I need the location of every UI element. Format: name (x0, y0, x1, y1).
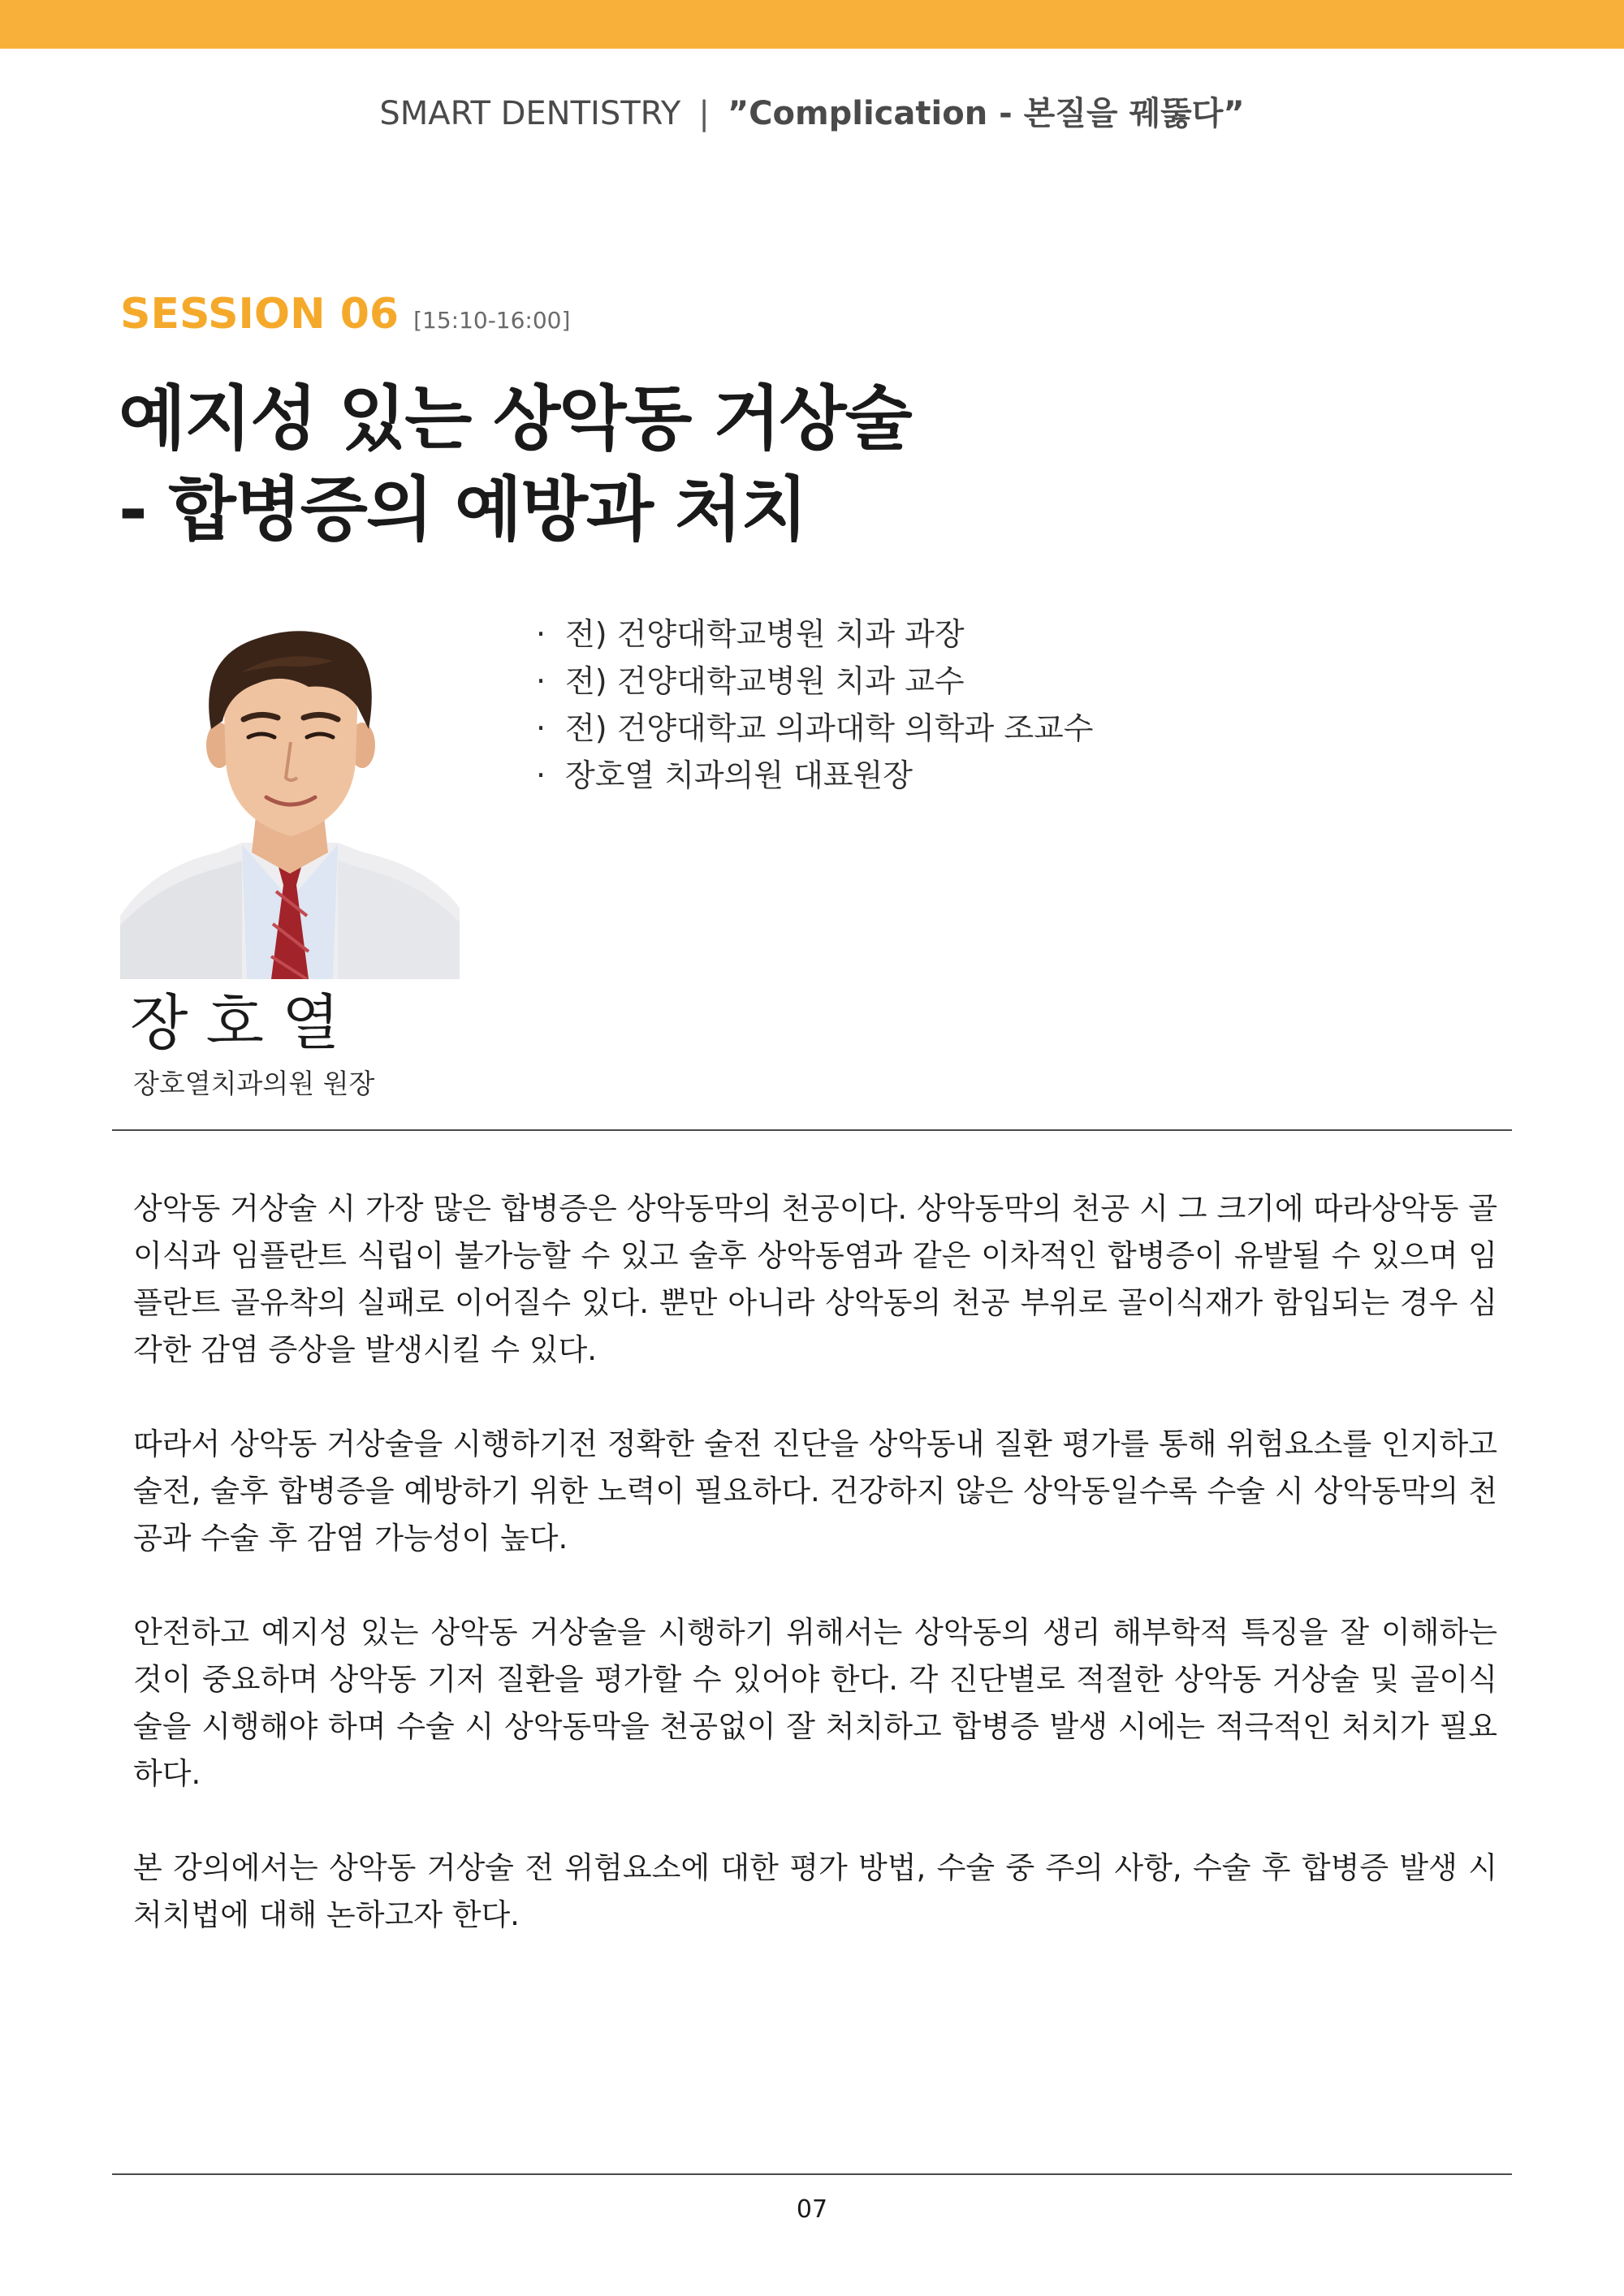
abstract-paragraph: 상악동 거상술 시 가장 많은 합병증은 상악동막의 천공이다. 상악동막의 천공 시 그 크기에 따라상악동 골이식과 임플란트 식립이 불가능할 수 있고 술후 상악동염과 같은 이차적인 합병증이 유발될 수 있으며 임플란트 골유착의 실패로 이어질수 있다. 뿐만 아니라 상악동의 천공 부위로 골이식재가 함입되는 경우 심각한 감염 증상을 발생시킬 수 있다. (133, 1191, 1497, 1367)
session-heading (120, 286, 570, 343)
speaker-career-list (536, 611, 1093, 799)
career-item-text: 전) 건양대학교병원 치과 과장 (565, 616, 965, 652)
career-item-text: 전) 건양대학교 의과대학 의학과 조교수 (565, 710, 1094, 746)
career-item: · 장호열 치과의원 대표원장 (536, 757, 913, 793)
speaker-photo (120, 624, 460, 979)
abstract-paragraph: 안전하고 예지성 있는 상악동 거상술을 시행하기 위해서는 상악동의 생리 해부학적 특징을 잘 이해하는 것이 중요하며 상악동 기저 질환을 평가할 수 있어야 한다. 각 진단별로 적절한 상악동 거상술 및 골이식술을 시행해야 하며 수술 시 상악동막을 천공없이 잘 처치하고 합병증 발생 시에는 적극적인 처치가 필요하다. (133, 1615, 1497, 1791)
section-divider (112, 1129, 1512, 1131)
lecture-title-line-2: - 합병증의 예방과 처치 (119, 469, 807, 550)
career-item-text: 장호열 치과의원 대표원장 (565, 757, 913, 793)
career-item: · 전) 건양대학교병원 치과 교수 (536, 663, 965, 699)
lecture-title-line-1: 예지성 있는 상악동 거상술 (119, 378, 911, 460)
running-header (0, 91, 1624, 136)
abstract-paragraph: 본 강의에서는 상악동 거상술 전 위험요소에 대한 평가 방법, 수술 중 주의 사항, 수술 후 합병증 발생 시 처치법에 대해 논하고자 한다. (133, 1850, 1497, 1932)
speaker-name: 장호열 (130, 988, 358, 1058)
page-number: 07 (796, 2195, 828, 2224)
top-accent-bar (0, 0, 1624, 49)
header-brand: SMART DENTISTRY (379, 95, 681, 132)
session-label: SESSION 06 (120, 290, 400, 339)
header-separator: | (698, 95, 710, 132)
abstract-body (133, 1185, 1497, 1986)
career-item: · 전) 건양대학교병원 치과 과장 (536, 616, 965, 652)
header-subject: ”Complication - 본질을 꿰뚫다” (727, 95, 1245, 132)
career-item-text: 전) 건양대학교병원 치과 교수 (565, 663, 965, 699)
career-item: · 전) 건양대학교 의과대학 의학과 조교수 (536, 710, 1094, 746)
footer-divider (112, 2173, 1512, 2175)
lecture-title (119, 373, 1255, 555)
session-time: [15:10-16:00] (413, 307, 571, 334)
speaker-affiliation: 장호열치과의원 원장 (133, 1068, 375, 1099)
abstract-paragraph: 따라서 상악동 거상술을 시행하기전 정확한 술전 진단을 상악동내 질환 평가를 통해 위험요소를 인지하고 술전, 술후 합병증을 예방하기 위한 노력이 필요하다. 건강하지 않은 상악동일수록 수술 시 상악동막의 천공과 수술 후 감염 가능성이 높다. (133, 1426, 1497, 1556)
